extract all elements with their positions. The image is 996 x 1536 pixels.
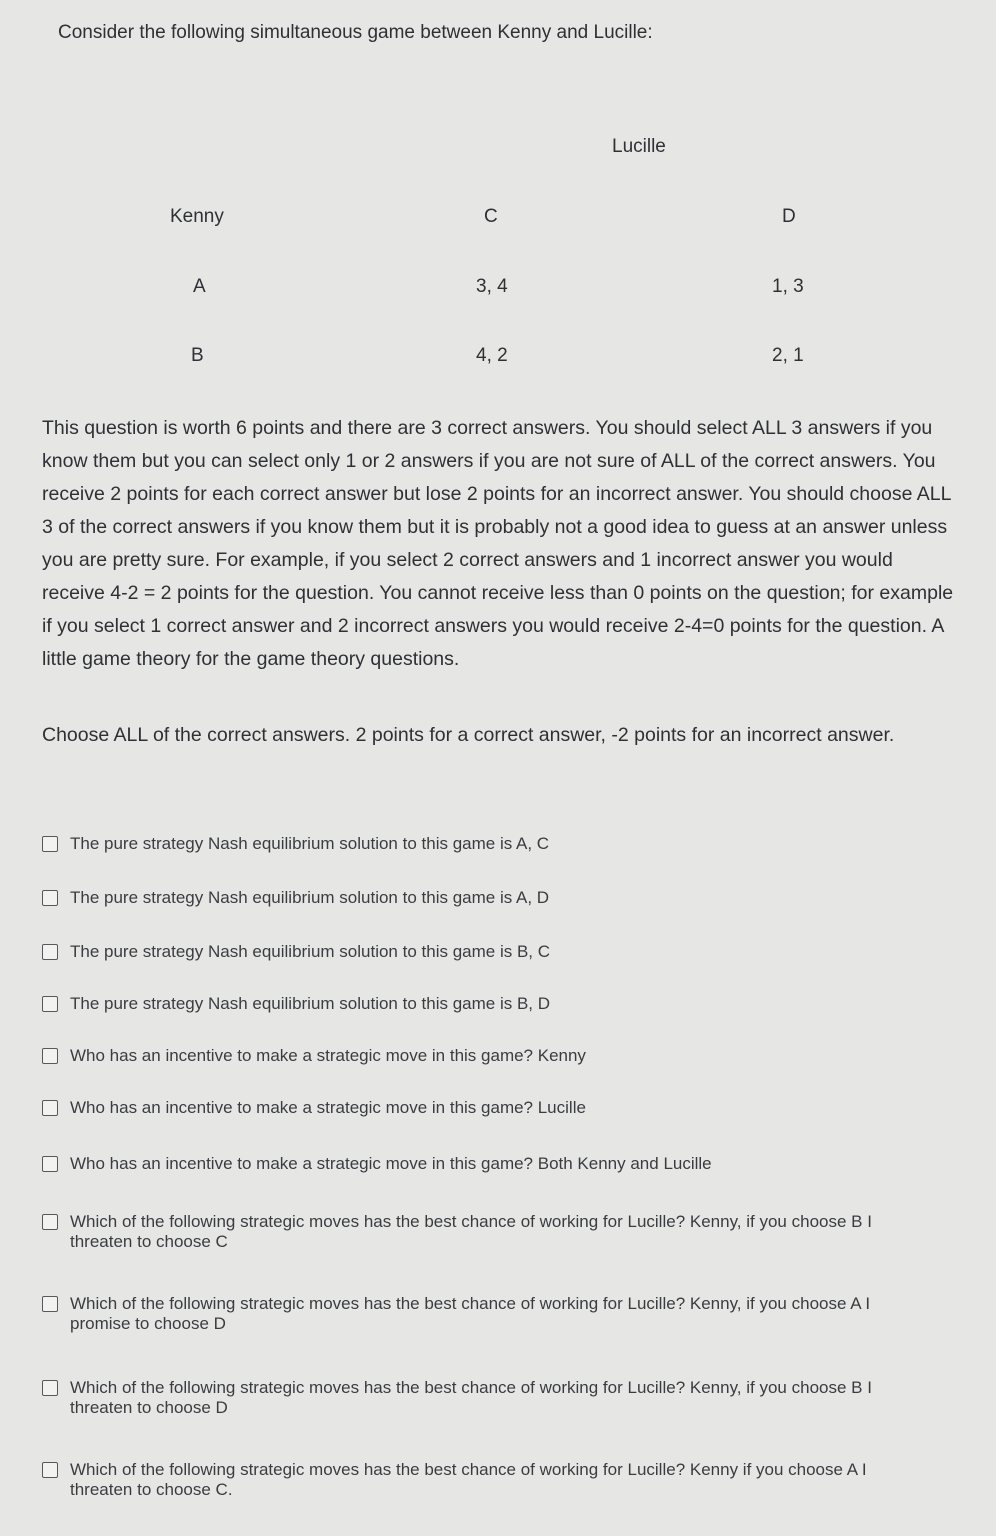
row-label-a: A [193,276,206,297]
checkbox[interactable] [42,890,58,906]
answer-option[interactable] [42,1098,922,1118]
row-player-label: Kenny [170,206,224,227]
col-label-c: C [484,206,498,227]
payoff-cell-a-d: 1, 3 [772,276,804,297]
answer-option-label: The pure strategy Nash equilibrium solution to this game is B, D [70,994,551,1013]
checkbox[interactable] [42,1462,58,1478]
answer-option[interactable] [42,1378,922,1418]
answer-option-label: The pure strategy Nash equilibrium solution to this game is A, D [70,888,550,907]
checkbox[interactable] [42,1214,58,1230]
answer-option[interactable] [42,1460,922,1500]
checkbox[interactable] [42,1156,58,1172]
answer-option[interactable] [42,1154,922,1174]
answer-option[interactable] [42,994,922,1014]
answer-option[interactable] [42,1046,922,1066]
checkbox[interactable] [42,1048,58,1064]
checkbox[interactable] [42,836,58,852]
answer-option-label: The pure strategy Nash equilibrium solution to this game is A, C [70,834,550,853]
col-player-label: Lucille [612,136,666,157]
answer-option-label: The pure strategy Nash equilibrium solution to this game is B, C [70,942,551,961]
payoff-cell-b-c: 4, 2 [476,345,508,366]
answer-option[interactable] [42,834,922,854]
answer-option-label: Who has an incentive to make a strategic move in this game? Kenny [70,1046,586,1065]
checkbox[interactable] [42,1296,58,1312]
checkbox[interactable] [42,1100,58,1116]
answer-option[interactable] [42,942,922,962]
checkbox[interactable] [42,996,58,1012]
answer-option[interactable] [42,1294,922,1334]
answer-option-label: Which of the following strategic moves has the best chance of working for Lucille? Kenny, if you choose B I threaten to choose D [70,1378,872,1417]
payoff-cell-a-c: 3, 4 [476,276,508,297]
answer-option-label: Which of the following strategic moves has the best chance of working for Lucille? Kenny if you choose A I threaten to choose C. [70,1460,867,1499]
checkbox[interactable] [42,944,58,960]
answer-option-label: Which of the following strategic moves has the best chance of working for Lucille? Kenny, if you choose B I threaten to choose C [70,1212,872,1251]
scoring-paragraph: This question is worth 6 points and there are 3 correct answers. You should select ALL 3 answers if you know them but you can select only 1 or 2 answers if you are not sure of ALL of the correct answers. You receive 2 points for each correct answer but lose 2 points for an incorrect answer. You should choose ALL 3 of the correct answers if you know them but it is probably not a good idea to guess at an answer unless you are pretty sure. For example, if you select 2 correct answers and 1 incorrect answer you would receive 4-2 = 2 points for the question. You cannot receive less than 0 points on the question; for example if you select 1 correct answer and 2 incorrect answers you would receive 2-4=0 points for the question. A little game theory for the game theory questions. [42,417,954,670]
payoff-cell-b-d: 2, 1 [772,345,804,366]
answer-option-label: Which of the following strategic moves has the best chance of working for Lucille? Kenny, if you choose A I promise to choose D [70,1294,871,1333]
row-label-b: B [191,345,204,366]
answer-option-label: Who has an incentive to make a strategic move in this game? Both Kenny and Lucille [70,1154,712,1173]
checkbox[interactable] [42,1380,58,1396]
question-prompt: Consider the following simultaneous game between Kenny and Lucille: [58,22,653,43]
instruction-text: Choose ALL of the correct answers. 2 points for a correct answer, -2 points for an incorrect answer. [42,724,895,746]
col-label-d: D [782,206,796,227]
answer-option[interactable] [42,1212,922,1252]
answer-option-label: Who has an incentive to make a strategic move in this game? Lucille [70,1098,586,1117]
answer-option[interactable] [42,888,922,908]
